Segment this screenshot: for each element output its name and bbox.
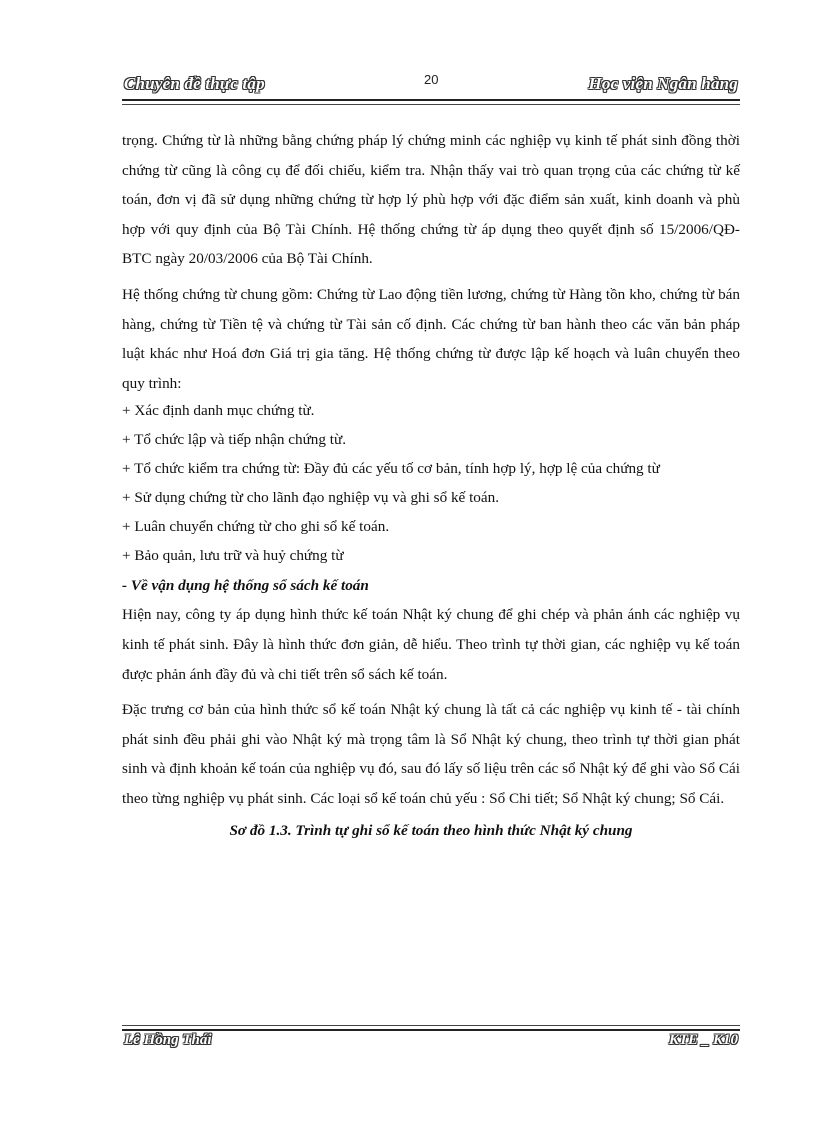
footer-rule-thin [122,1025,740,1026]
header-title-left: Chuyên đề thực tập [124,74,265,93]
header-rule-thick [122,99,740,101]
list-item: + Sử dụng chứng từ cho lãnh đạo nghiệp vụ và ghi sổ kế toán. [122,489,500,507]
paragraph-4: Đặc trưng cơ bản của hình thức sổ kế toán Nhật ký chung là tất cả các nghiệp vụ kinh tế - tài chính phát sinh đều phải ghi vào Nhật ký mà trọng tâm là Sổ Nhật ký chung, theo trình tự thời gian phát sinh và định khoản kế toán của nghiệp vụ đó, sau đó lấy số liệu trên các sổ Nhật ký để ghi vào Sổ Cái theo từng nghiệp vụ phát sinh. Các loại sổ kế toán chủ yếu : Sổ Chi tiết; Sổ Nhật ký chung; Sổ Cái. [122,701,740,807]
list-item: + Tổ chức kiểm tra chứng từ: Đầy đủ các yếu tố cơ bản, tính hợp lý, hợp lệ của chứng từ [122,460,660,478]
section-subheading: - Về vận dụng hệ thống sổ sách kế toán [122,577,369,595]
header-title-right: Học viện Ngân hàng [588,74,738,93]
page-number: 20 [424,72,439,87]
paragraph-1: trọng. Chứng từ là những bằng chứng pháp lý chứng minh các nghiệp vụ kinh tế phát sinh đồng thời chứng từ cũng là công cụ để đối chiếu, kiểm tra. Nhận thấy vai trò quan trọng của các chứng từ kế toán, đơn vị đã sử dụng những chứng từ hợp lý phù hợp với đặc điểm sản xuất, kinh doanh và phù hợp với quy định của Bộ Tài Chính. Hệ thống chứng từ áp dụng theo quyết định số 15/2006/QĐ-BTC ngày 20/03/2006 của Bộ Tài Chính. [122,132,740,268]
paragraph-2: Hệ thống chứng từ chung gồm: Chứng từ Lao động tiền lương, chứng từ Hàng tồn kho, chứng từ bán hàng, chứng từ Tiền tệ và chứng từ Tài sản cố định. Các chứng từ ban hành theo các văn bản pháp luật khác như Hoá đơn Giá trị gia tăng. Hệ thống chứng từ được lập kế hoạch và luân chuyển theo quy trình: [122,285,740,392]
page-header [122,70,740,100]
procedure-list [122,398,740,569]
list-item: + Xác định danh mục chứng từ. [122,402,315,420]
footer-class-code: KTE _ K10 [668,1032,738,1048]
header-rule-thin [122,104,740,105]
footer-author: Lê Hồng Thái [124,1032,212,1048]
list-item: + Luân chuyển chứng từ cho ghi sổ kế toán. [122,518,390,536]
paragraph-3: Hiện nay, công ty áp dụng hình thức kế toán Nhật ký chung để ghi chép và phản ánh các nghiệp vụ kinh tế phát sinh. Đây là hình thức đơn giản, dễ hiểu. Theo trình tự thời gian, các nghiệp vụ kế toán được phản ánh đầy đủ và chi tiết trên sổ sách kế toán. [122,606,740,683]
list-item: + Tổ chức lập và tiếp nhận chứng từ. [122,431,347,449]
page-footer [122,1030,740,1056]
document-body [122,126,740,845]
list-item: + Bảo quản, lưu trữ và huỷ chứng từ [122,547,344,565]
figure-caption: Sơ đồ 1.3. Trình tự ghi sổ kế toán theo hình thức Nhật ký chung [229,821,633,839]
